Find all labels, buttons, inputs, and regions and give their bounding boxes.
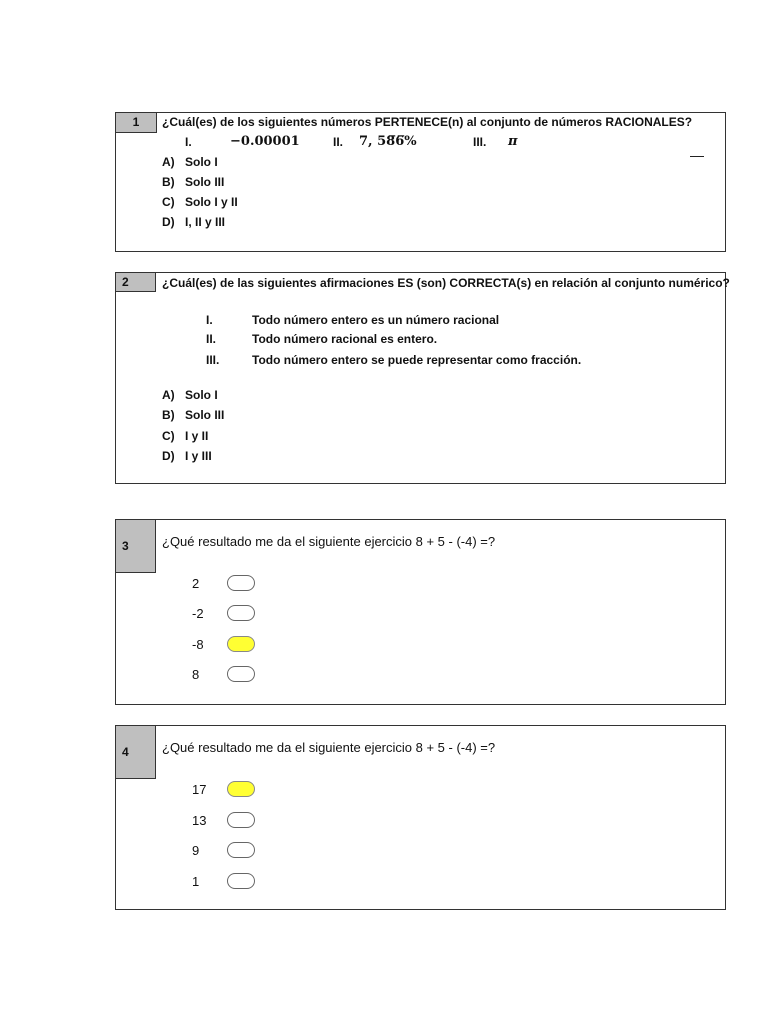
answer-choice-toggle-selected[interactable] [227, 781, 255, 797]
question-4-box [115, 725, 726, 910]
item-value: 7, 58̅6̅% [359, 134, 417, 149]
answer-value: -8 [192, 637, 204, 652]
question-3-box [115, 519, 726, 705]
statement-roman: I. [206, 313, 213, 327]
answer-value: 9 [192, 843, 200, 858]
answer-value: 1 [192, 874, 200, 889]
question-text: ¿Cuál(es) de las siguientes afirmaciones ES (son) CORRECTA(s) en relación al conjunto numérico? [162, 276, 730, 290]
option-letter: B) [162, 175, 175, 189]
answer-choice-toggle[interactable] [227, 666, 255, 682]
answer-value: 2 [192, 576, 200, 591]
option-text: I, II y III [185, 215, 226, 229]
statement-text: Todo número entero se puede representar como fracción. [252, 353, 582, 367]
question-1-box [115, 112, 726, 252]
option-letter: D) [162, 449, 175, 463]
answer-line [690, 156, 704, 157]
option-text: Solo I [185, 388, 218, 402]
option-letter: A) [162, 388, 175, 402]
item-roman: II. [333, 135, 344, 149]
answer-choice-toggle[interactable] [227, 873, 255, 889]
item-value: −0.00001 [230, 134, 300, 149]
statement-text: Todo número racional es entero. [252, 332, 438, 346]
item-value: π [508, 134, 518, 149]
question-text: ¿Qué resultado me da el siguiente ejercicio 8 + 5 - (-4) =? [162, 740, 496, 755]
item-roman: I. [185, 135, 192, 149]
answer-value: -2 [192, 606, 204, 621]
answer-value: 8 [192, 667, 200, 682]
option-letter: B) [162, 408, 175, 422]
question-text: ¿Qué resultado me da el siguiente ejercicio 8 + 5 - (-4) =? [162, 534, 496, 549]
option-letter: C) [162, 195, 175, 209]
answer-choice-toggle[interactable] [227, 842, 255, 858]
option-text: I y III [185, 449, 212, 463]
option-letter: C) [162, 429, 175, 443]
statement-text: Todo número entero es un número racional [252, 313, 500, 327]
item-roman: III. [473, 135, 487, 149]
question-number: 1 [116, 113, 157, 133]
question-number: 4 [116, 726, 156, 779]
answer-choice-toggle[interactable] [227, 575, 255, 591]
answer-value: 13 [192, 813, 207, 828]
answer-value: 17 [192, 782, 207, 797]
option-text: I y II [185, 429, 209, 443]
option-text: Solo I [185, 155, 218, 169]
option-text: Solo III [185, 408, 225, 422]
statement-roman: III. [206, 353, 220, 367]
question-number: 2 [116, 273, 156, 292]
option-text: Solo III [185, 175, 225, 189]
option-letter: D) [162, 215, 175, 229]
question-2-box [115, 272, 730, 484]
answer-choice-toggle-selected[interactable] [227, 636, 255, 652]
answer-choice-toggle[interactable] [227, 605, 255, 621]
option-letter: A) [162, 155, 175, 169]
answer-choice-toggle[interactable] [227, 812, 255, 828]
option-text: Solo I y II [185, 195, 238, 209]
question-text: ¿Cuál(es) de los siguientes números PERTENECE(n) al conjunto de números RACIONALES? [162, 115, 693, 129]
question-number: 3 [116, 520, 156, 573]
statement-roman: II. [206, 332, 217, 346]
